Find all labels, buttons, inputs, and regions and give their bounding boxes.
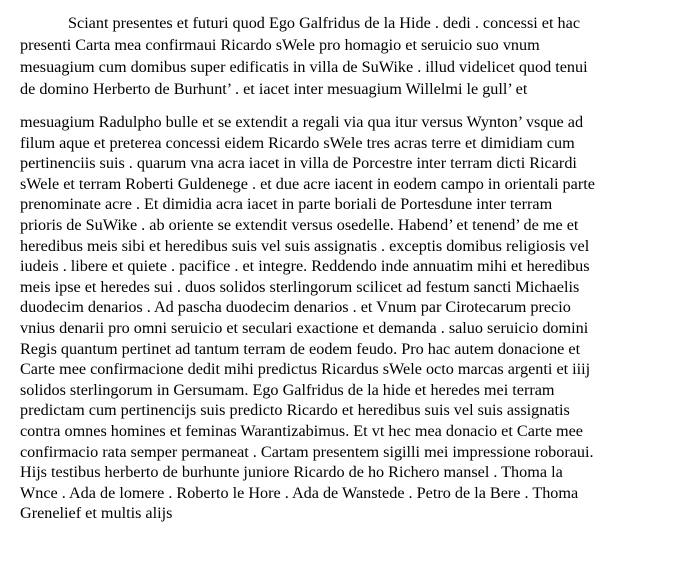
text-line: prenominate acre . Et dimidia acra iacet in parte boriali de Portesdune inter terram xyxy=(20,195,553,214)
text-line: filum aque et preterea concessi eidem Ricardo sWele tres acras terre et dimidiam cum xyxy=(20,133,575,152)
text-line: pertinenciis suis . quarum vna acra iacet in villa de Porcestre inter terram dicti Ricardi xyxy=(20,154,577,173)
text-line: Sciant presentes et futuri quod Ego Galfridus de la Hide . dedi . concessi et hac xyxy=(68,14,581,32)
text-line: meis ipse et heredes sui . duos solidos sterlingorum scilicet ad festum sancti Michaelis xyxy=(20,277,580,296)
text-line: Wnce . Ada de lomere . Roberto le Hore . Ada de Wanstede . Petro de la Bere . Thoma xyxy=(20,483,579,502)
text-line: heredibus meis sibi et heredibus suis vel suis assignatis . exceptis domibus religiosis vel xyxy=(20,236,590,255)
text-line: Carte mee confirmacione dedit mihi predictus Ricardus sWele octo marcas argenti et iiij xyxy=(20,360,591,379)
text-line: confirmacio rata semper permaneat . Cartam presentem sigilli mei impressione roboraui. xyxy=(20,442,594,461)
text-line: Hijs testibus herberto de burhunte juniore Ricardo de ho Richero mansel . Thoma la xyxy=(20,463,563,482)
text-line: prioris de SuWike . ab oriente se extendit versus osedelle. Habend’ et tenend’ de me et xyxy=(20,215,579,234)
text-line: mesuagium cum domibus super edificatis in villa de SuWike . illud videlicet quod tenui xyxy=(20,58,588,76)
text-line: predictam cum pertinencijs suis predicto Ricardo et heredibus suis vel suis assignatis xyxy=(20,401,570,420)
charter-paragraph-opening xyxy=(20,12,682,100)
text-line: duodecim denarios . Ad pascha duodecim denarios . et Vnum par Cirotecarum precio xyxy=(20,298,571,317)
text-line: vnius denarii pro omni seruicio et seculari exactione et demanda . saluo seruicio domini xyxy=(20,318,589,337)
text-line: Grenelief et multis alijs xyxy=(20,504,173,523)
text-line: contra omnes homines et feminas Warantizabimus. Et vt hec mea donacio et Carte mee xyxy=(20,421,583,440)
text-line: Regis quantum pertinet ad tantum terram de eodem feudo. Pro hac autem donacione et xyxy=(20,339,581,358)
text-line: solidos sterlingorum in Gersumam. Ego Galfridus de la hide et heredes mei terram xyxy=(20,380,555,399)
text-line: presenti Carta mea confirmaui Ricardo sWele pro homagio et seruicio suo vnum xyxy=(20,36,540,54)
text-line: de domino Herberto de Burhunt’ . et iacet inter mesuagium Willelmi le gull’ et xyxy=(20,80,528,98)
text-line: mesuagium Radulpho bulle et se extendit a regali via qua itur versus Wynton’ vsque ad xyxy=(20,113,584,131)
text-line: sWele et terram Roberti Guldenege . et due acre iacent in eodem campo in orientali parte xyxy=(20,174,595,193)
charter-paragraph-body xyxy=(20,112,682,524)
text-line: iudeis . libere et quiete . pacifice . et integre. Reddendo inde annuatim mihi et heredibus xyxy=(20,257,590,276)
